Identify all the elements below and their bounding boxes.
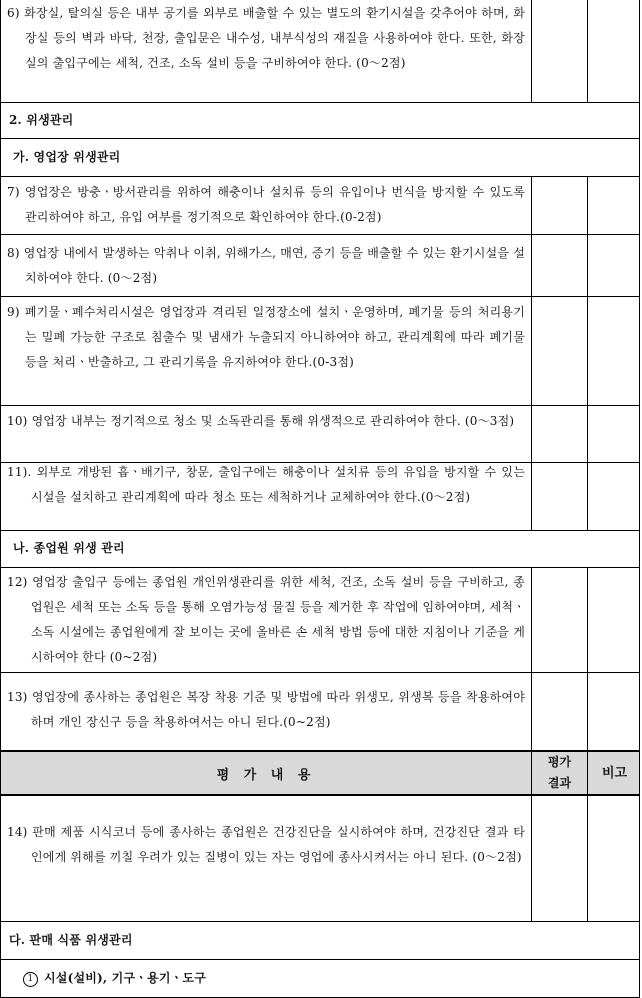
result-cell[interactable]: [531, 235, 587, 296]
note-cell[interactable]: [587, 0, 641, 102]
header-content-cell: [1, 752, 531, 794]
table-row-item-14: [0, 796, 640, 921]
header-note-label: 비고: [601, 765, 628, 781]
note-cell[interactable]: [587, 796, 641, 921]
subsection-c-1-title: [23, 966, 206, 991]
note-cell[interactable]: [587, 177, 641, 234]
content-cell: [1, 673, 531, 750]
item-12-text: 12) 영업장 출입구 등에는 종업원 개인위생관리를 위한 세척, 건조, 소독 설비 등을 구비하고, 종업원은 세척 또는 소독 등을 통해 오염가능성 물질 등을 제거한 후 작업에 임하여야며, 세척ㆍ소독 시설에는 종업원에게 잘 보이는 곳에 올바른 손 세척 방법 등에 대한 지침이나 기준을 게시하여야 한다 (0~2점): [7, 575, 525, 664]
note-cell[interactable]: [587, 463, 641, 530]
note-cell[interactable]: [587, 406, 641, 462]
header-result-label: 평가 결과: [547, 755, 572, 790]
subsection-c-1-label: 시설(설비), 기구ㆍ용기ㆍ도구: [44, 971, 207, 985]
table-row-item-12: [0, 568, 640, 672]
item-11-text: 11). 외부로 개방된 흡ㆍ배기구, 창문, 출입구에는 해충이나 설치류 등의 유입을 방지할 수 있는 시설을 설치하고 관리계획에 따라 청소 또는 세척하거나 교체하여야 한다.(0～2점): [7, 465, 525, 504]
result-cell[interactable]: [531, 796, 587, 921]
result-cell[interactable]: [531, 673, 587, 750]
note-cell[interactable]: [587, 673, 641, 750]
note-cell[interactable]: [587, 568, 641, 672]
result-cell[interactable]: [531, 463, 587, 530]
table-row-item-10: [0, 406, 640, 462]
subsection-heading-c-1: [0, 960, 640, 997]
content-cell: [1, 235, 531, 296]
subsection-a-title: 가. 영업장 위생관리: [13, 150, 121, 164]
item-14-text: 14) 판매 제품 시식코너 등에 종사하는 종업원은 건강진단을 실시하여야 하며, 건강진단 결과 타인에게 위해를 끼칠 우려가 있는 질병이 있는 자는 영업에 종사시켜서는 아니 된다. (0～2점): [7, 825, 525, 864]
table-row-item-8: [0, 235, 640, 296]
header-content-label: 평 가 내 용: [216, 767, 316, 783]
note-cell[interactable]: [587, 235, 641, 296]
item-7-text: 7) 영업장은 방충ㆍ방서관리를 위하여 해충이나 설치류 등의 유입이나 번식을 방지할 수 있도록 관리하여야 하고, 유입 여부를 정기적으로 확인하여야 한다.(0-2점): [7, 185, 525, 224]
result-cell[interactable]: [531, 568, 587, 672]
subsection-c-title: 다. 판매 식품 위생관리: [9, 933, 133, 947]
item-9-text: 9) 폐기물ㆍ폐수처리시설은 영업장과 격리된 일정장소에 설치ㆍ운영하며, 폐기물 등의 처리용기는 밀폐 가능한 구조로 침출수 및 냄새가 누출되지 아니하여야 하고, 관리계획에 따라 폐기물 등을 처리ㆍ반출하고, 그 관리기록을 유지하여야 한다.(0-3점): [7, 305, 525, 369]
table-row-item-13: [0, 673, 640, 750]
circled-number-1: 1: [23, 972, 38, 987]
subsection-b-title: 나. 종업원 위생 관리: [13, 541, 125, 555]
subsection-heading-b: [0, 531, 640, 567]
content-cell: [1, 568, 531, 672]
result-cell[interactable]: [531, 0, 587, 102]
result-cell[interactable]: [531, 406, 587, 462]
section-heading-2: [0, 103, 640, 138]
table-row-item-6: [0, 0, 640, 102]
result-cell[interactable]: [531, 297, 587, 405]
content-cell: [1, 0, 531, 102]
header-result-cell: [531, 752, 587, 794]
result-cell[interactable]: [531, 177, 587, 234]
subsection-heading-a: [0, 139, 640, 176]
item-8-text: 8) 영업장 내에서 발생하는 악취나 이취, 위해가스, 매연, 증기 등을 배출할 수 있는 환기시설을 설치하여야 한다. (0～2점): [7, 246, 525, 285]
table-row-item-11: [0, 463, 640, 530]
content-cell: [1, 406, 531, 462]
section-2-title: 2. 위생관리: [9, 113, 74, 127]
content-cell: [1, 796, 531, 921]
table-row-item-9: [0, 297, 640, 405]
content-cell: [1, 463, 531, 530]
table-header-row: [0, 752, 640, 794]
subsection-heading-c: [0, 922, 640, 959]
item-6-text: 6) 화장실, 탈의실 등은 내부 공기를 외부로 배출할 수 있는 별도의 환기시설을 갖추어야 하며, 화장실 등의 벽과 바닥, 천장, 출입문은 내수성, 내부식성의 재질을 사용하여야 한다. 또한, 화장실의 출입구에는 세척, 건조, 소독 설비 등을 구비하여야 한다. (0～2점): [7, 6, 525, 70]
header-note-cell: [587, 752, 641, 794]
table-row-item-7: [0, 177, 640, 234]
item-13-text: 13) 영업장에 종사하는 종업원은 복장 착용 기준 및 방법에 따라 위생모, 위생복 등을 착용하여야 하며 개인 장신구 등을 착용하여서는 아니 된다.(0~2점): [7, 690, 525, 729]
note-cell[interactable]: [587, 297, 641, 405]
item-10-text: 10) 영업장 내부는 정기적으로 청소 및 소독관리를 통해 위생적으로 관리하여야 한다. (0～3점): [7, 414, 515, 428]
content-cell: [1, 297, 531, 405]
content-cell: [1, 177, 531, 234]
